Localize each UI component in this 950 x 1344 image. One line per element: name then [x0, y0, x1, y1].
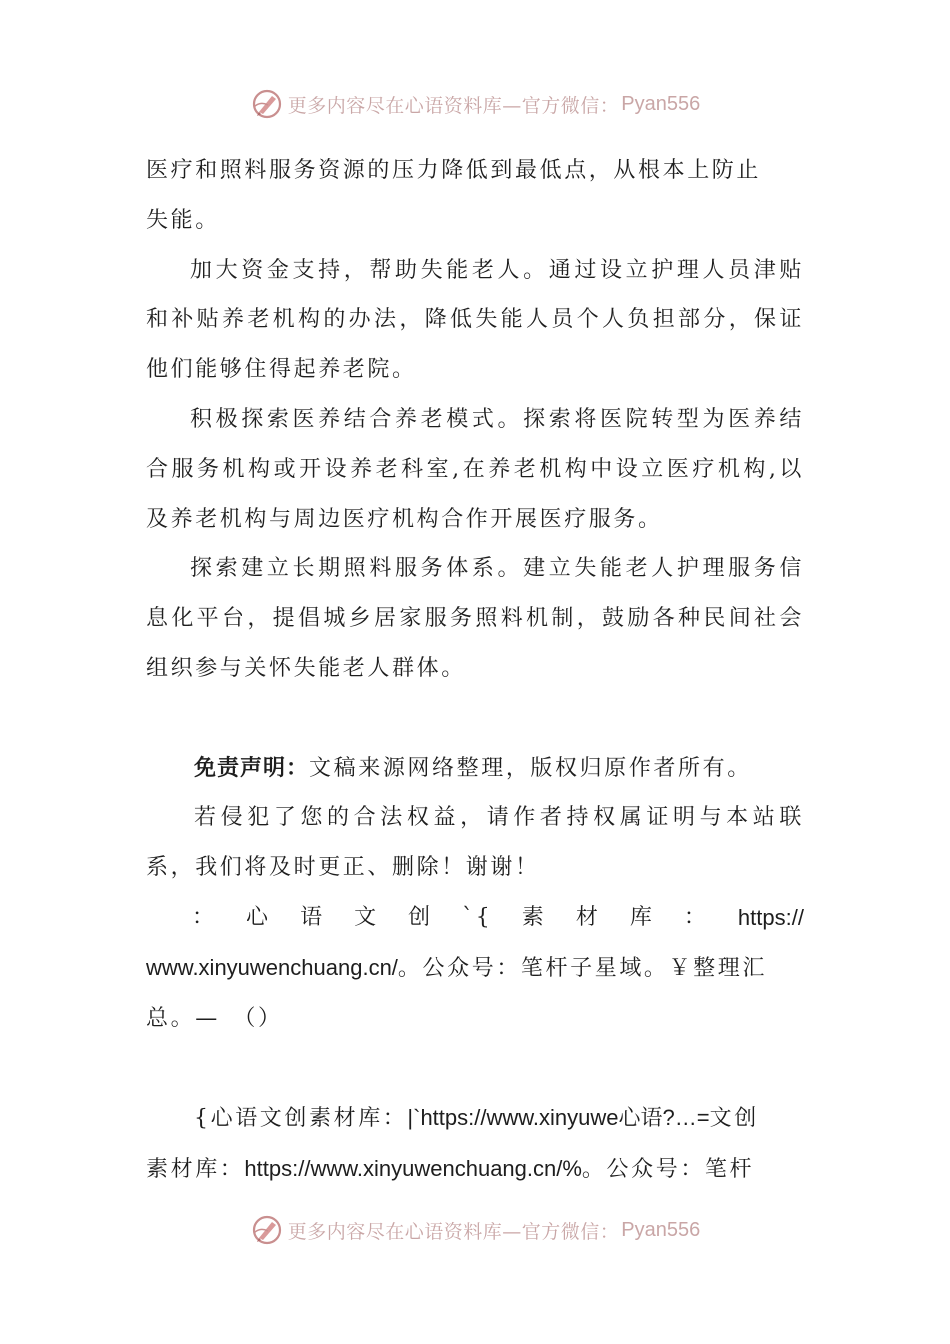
- footer-banner: [0, 1210, 950, 1250]
- disclaimer-text: 文稿来源网络整理，版权归原作者所有。: [309, 755, 752, 781]
- footer-mid: 心语: [618, 1106, 663, 1132]
- footer-wechat-id: Pyan556: [621, 1218, 701, 1241]
- disclaimer-end-line: 总。— （）: [146, 1005, 283, 1031]
- disclaimer-url-suffix: 。公众号：笔杆子星域。￥整理汇: [397, 955, 767, 981]
- footer-mid-2: ?…=: [662, 1105, 710, 1131]
- spread-char: ：: [683, 904, 709, 930]
- spread-char: 素: [521, 904, 547, 930]
- disclaimer-line: [146, 744, 804, 794]
- disclaimer-line-2: 若侵犯了您的合法权益，请作者持权属证明与本站联系，我们将及时更正、删除！谢谢！: [146, 805, 804, 881]
- paragraph-1-line-1: 医疗和照料服务资源的压力降低到最低点，从根本上防止: [146, 158, 762, 183]
- footer-line-2-url: https://www.xinyuwenchuang.cn/%: [244, 1155, 582, 1181]
- footer-line-2-prefix: 素材库：: [146, 1156, 245, 1182]
- footer-line-2-suffix: 。公众号：笔杆: [581, 1156, 755, 1182]
- paragraph-4: 探索建立长期照料服务体系。建立失能老人护理服务信息化平台，提倡城乡居家服务照料机制，鼓励各种民间社会组织参与关怀失能老人群体。: [146, 556, 804, 681]
- header-banner-text: 更多内容尽在心语资料库—官方微信：: [287, 94, 620, 117]
- spread-char: 文: [354, 904, 379, 930]
- spread-char: `{: [462, 904, 493, 930]
- disclaimer-url-line: [146, 943, 804, 994]
- spread-char: 创: [408, 904, 433, 930]
- header-wechat-id: Pyan556: [621, 92, 701, 115]
- footer-text-line-1: [146, 1093, 804, 1144]
- paragraph-3: 积极探索医养结合养老模式。探索将医院转型为医养结合服务机构或开设养老科室,在养老机构中设立医疗机构,以及养老机构与周边医疗机构合作开展医疗服务。: [146, 406, 804, 532]
- paragraph-gap: [146, 694, 804, 744]
- spread-url-start: https://: [737, 904, 804, 930]
- paragraph-2: 加大资金支持，帮助失能老人。通过设立护理人员津贴和补贴养老机构的办法，降低失能人员个人负担部分，保证他们能够住得起养老院。: [146, 257, 804, 383]
- document-body: [146, 146, 804, 1195]
- disclaimer-label: 免责声明：: [194, 755, 310, 781]
- pen-logo-icon: [250, 1213, 284, 1247]
- disclaimer-url: www.xinyuwenchuang.cn/: [146, 954, 398, 980]
- spread-char: 材: [575, 904, 601, 930]
- spread-char: 库: [629, 904, 655, 930]
- footer-banner-text: 更多内容尽在心语资料库—官方微信：: [287, 1220, 620, 1243]
- spread-char: ：: [192, 904, 217, 930]
- footer-text-line-2: [146, 1144, 804, 1195]
- footer-url-fragment: |`https://www.xinyuwe: [407, 1105, 619, 1131]
- disclaimer-spread-line: [146, 893, 804, 943]
- pen-logo-icon: [250, 87, 284, 121]
- paragraph-gap: [146, 1043, 804, 1093]
- footer-suffix: 文创: [709, 1106, 759, 1132]
- header-banner: [0, 84, 950, 124]
- spread-char: 心: [246, 904, 271, 930]
- footer-prefix: {心语文创素材库：: [194, 1106, 408, 1132]
- spread-char: 语: [300, 904, 325, 930]
- paragraph-1-line-2: 失能。: [146, 207, 220, 233]
